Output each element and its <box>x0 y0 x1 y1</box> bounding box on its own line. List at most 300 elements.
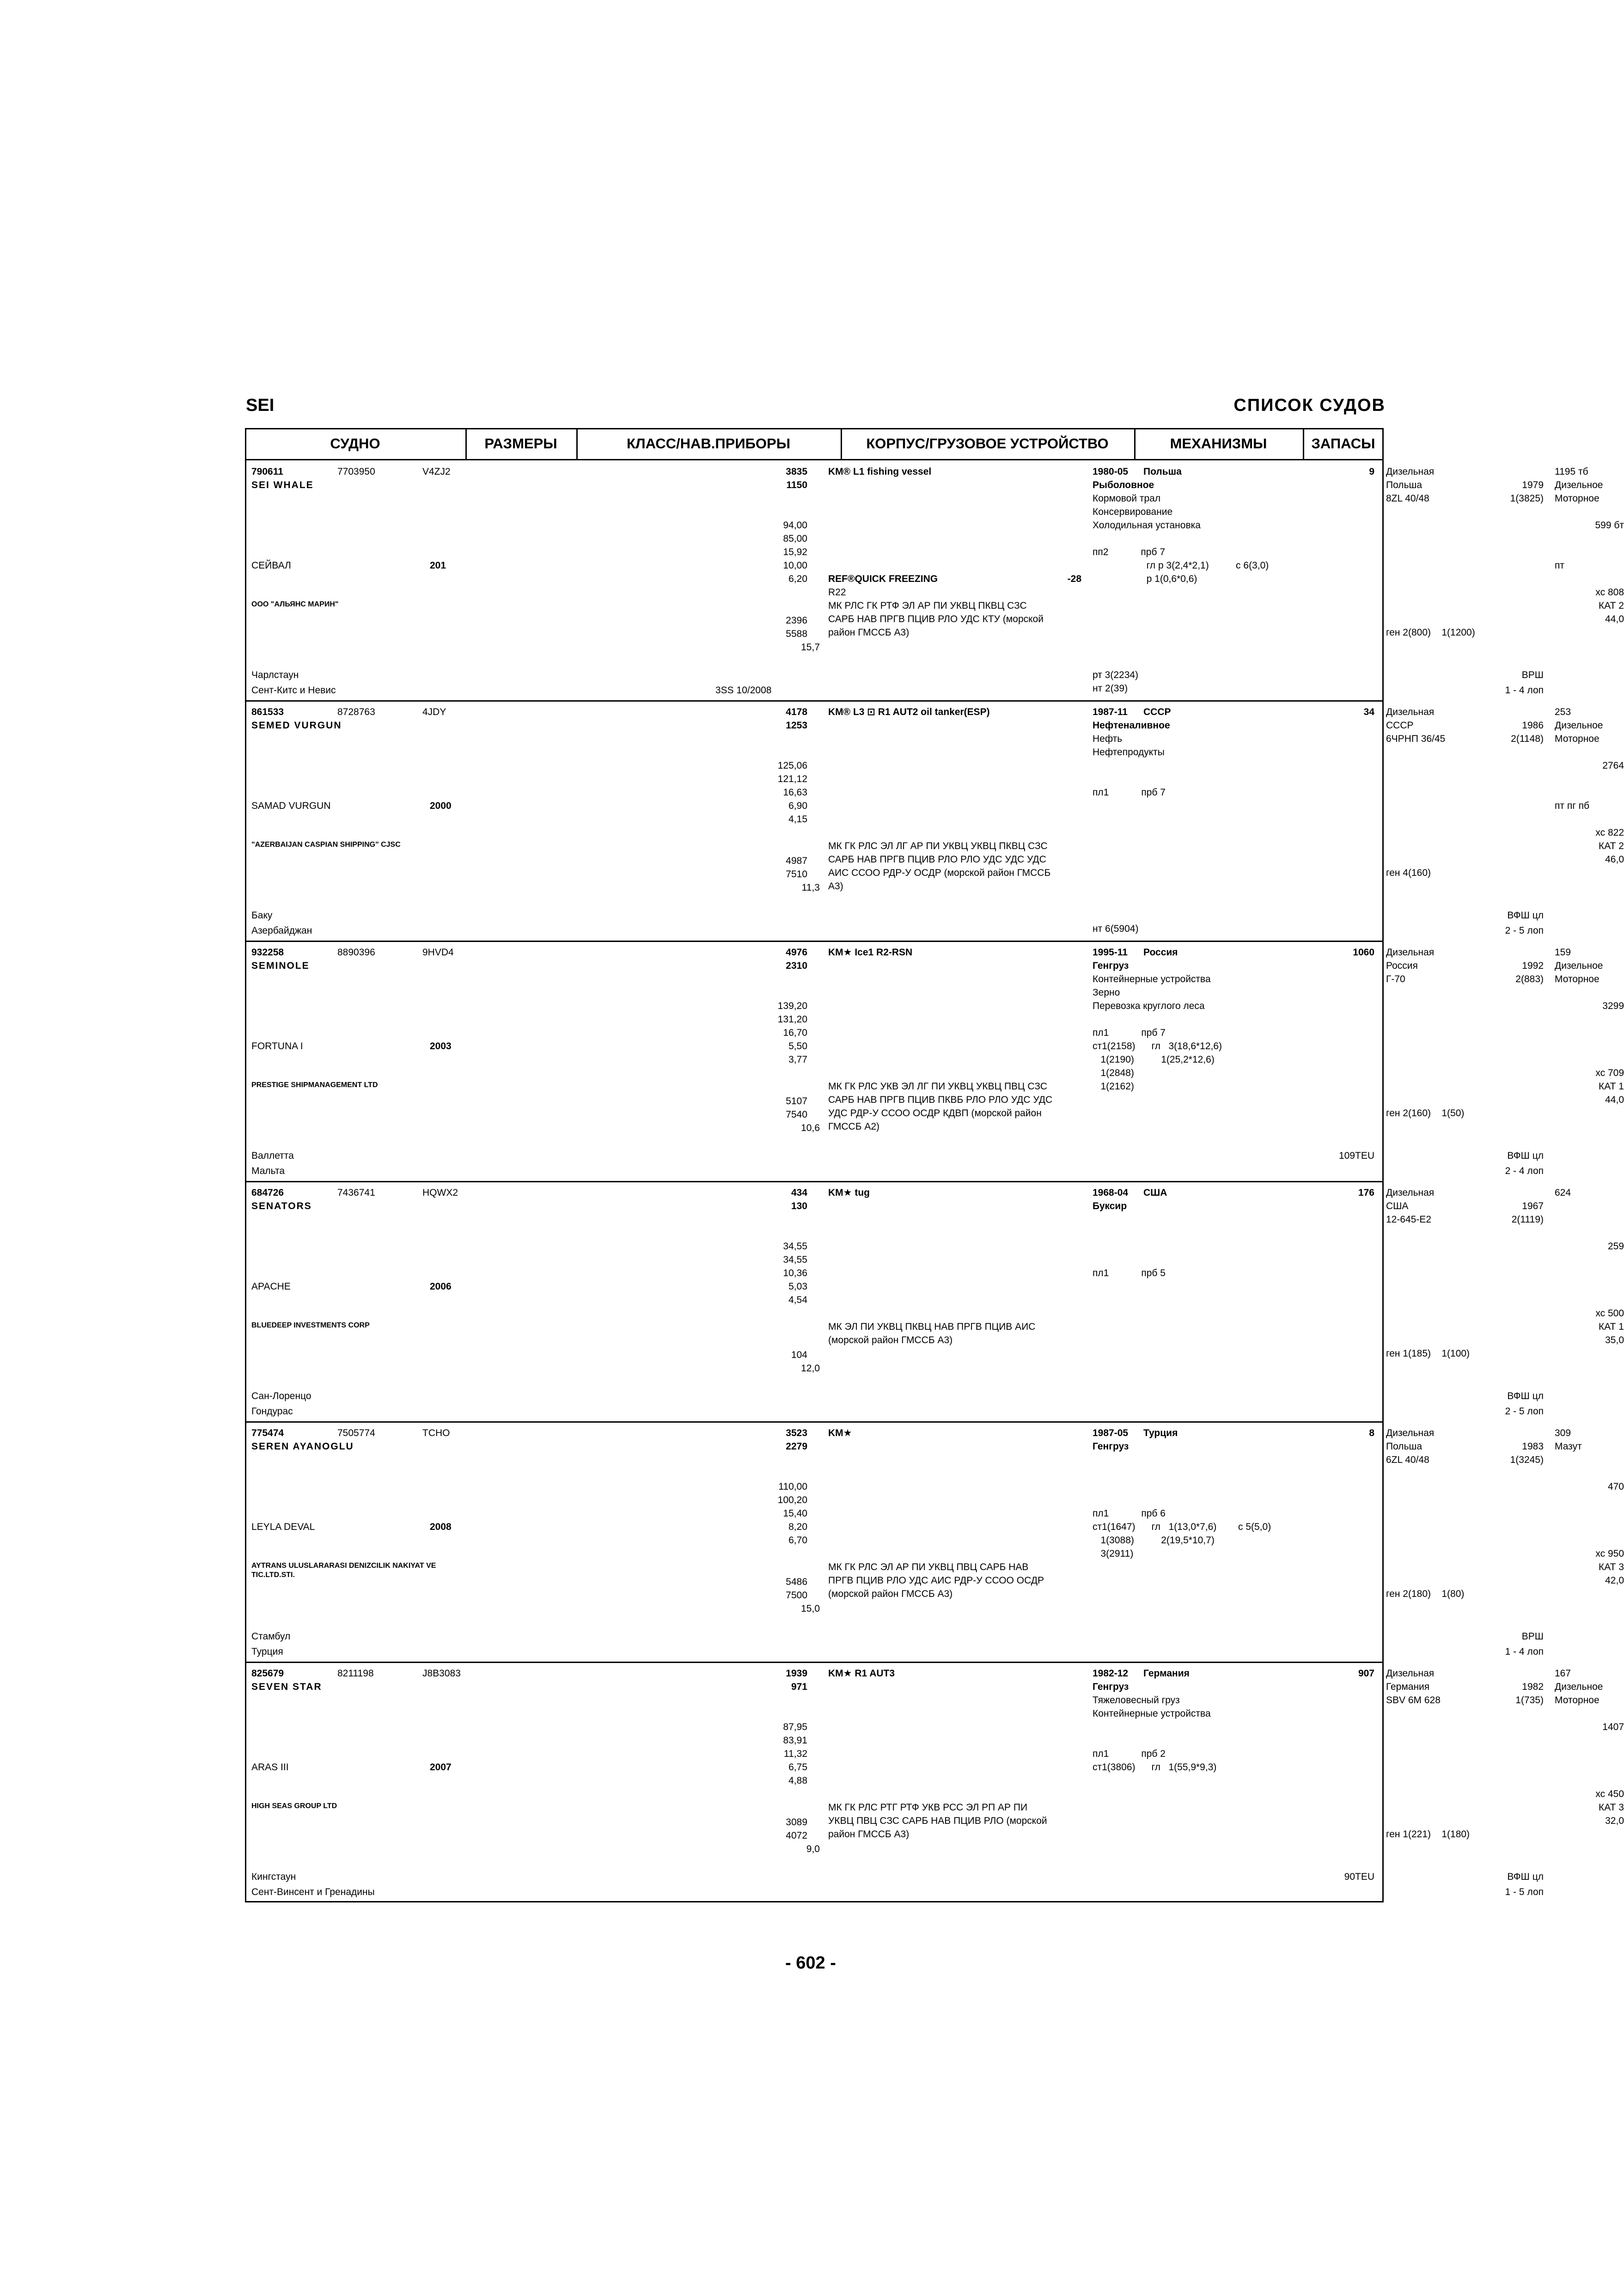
vessel-name: SEVEN STAR <box>251 1682 322 1692</box>
vessel-name: SENATORS <box>251 1201 312 1211</box>
text-line: 4,15 <box>788 814 807 825</box>
text-line: МК РЛС ГК РТФ ЭЛ АР ПИ УКВЦ ПКВЦ СЗС <box>828 600 1027 611</box>
stores-fuel <box>1555 465 1603 505</box>
text-line: 3,77 <box>788 1054 807 1065</box>
engine <box>1386 705 1445 746</box>
stores-other: пт пг пб <box>1555 801 1590 811</box>
flag: Мальта <box>251 1166 285 1176</box>
text-line: КАТ 3 <box>1599 1562 1624 1572</box>
gross-tonnage: 4976 <box>786 947 807 958</box>
engine <box>1386 946 1434 986</box>
text-line: Моторное <box>1555 974 1600 984</box>
propeller: ВРШ <box>1521 1631 1544 1642</box>
text-line: хс 822 <box>1595 827 1624 838</box>
vessel-name: SEI WHALE <box>251 480 314 490</box>
text-line: 8ZL 40/48 <box>1386 493 1429 504</box>
text-line: 104 <box>791 1350 807 1360</box>
engine-power: 1(3245) <box>1510 1455 1544 1465</box>
text-line: 87,95 <box>783 1722 807 1732</box>
col-head-machinery: МЕХАНИЗМЫ <box>1134 428 1303 460</box>
vessel-record <box>245 1663 1624 1903</box>
imo-number: 7505774 <box>337 1428 375 1438</box>
deadweight <box>710 614 807 641</box>
imo-number: 8211198 <box>337 1668 374 1679</box>
engine-year: 1986 <box>1522 720 1544 731</box>
text-line: 4,88 <box>788 1775 807 1786</box>
vessel-type: Генгруз <box>1093 960 1129 971</box>
text-line: хс 808 <box>1595 587 1624 598</box>
text-line: 7510 <box>786 869 807 880</box>
text-line: Нефтепродукты <box>1093 747 1165 758</box>
net-tonnage: 2279 <box>786 1441 807 1452</box>
text-line: 6ЧРНП 36/45 <box>1386 734 1446 744</box>
net-tonnage: 130 <box>791 1201 807 1211</box>
header-left: SEI <box>246 396 275 415</box>
text-line <box>1093 909 1138 922</box>
holds <box>1093 1747 1216 1774</box>
stores-water: 259 <box>1607 1241 1624 1252</box>
engine <box>1386 465 1434 505</box>
flag: Азербайджан <box>251 925 312 936</box>
stores-lifeboats <box>1555 826 1624 866</box>
engine-year: 1979 <box>1522 480 1544 490</box>
cargo-features <box>1093 972 1211 1013</box>
text-line: Нефть <box>1093 734 1123 744</box>
deadweight <box>710 1335 807 1362</box>
speed: 9,0 <box>806 1844 820 1854</box>
text-line: рт 3(2234) <box>1093 670 1139 680</box>
engine <box>1386 1186 1434 1226</box>
flag: Турция <box>251 1646 283 1657</box>
vessel-type: Нефтеналивное <box>1093 720 1170 731</box>
text-line: 121,12 <box>777 774 807 784</box>
build-country: Польша <box>1143 466 1182 477</box>
stores-water: 470 <box>1607 1481 1624 1492</box>
text-line: 7540 <box>786 1109 807 1120</box>
owner: HIGH SEAS GROUP LTD <box>251 1802 337 1810</box>
dimensions <box>710 999 807 1066</box>
text-line: 139,20 <box>777 1001 807 1011</box>
cargo-capacity <box>1093 668 1138 695</box>
speed: 11,3 <box>801 882 820 893</box>
vessel-record <box>245 1182 1624 1423</box>
text-line: УДС РДР-У ССОО ОСДР КДВП (морской район <box>828 1108 1042 1119</box>
text-line: 7500 <box>786 1590 807 1601</box>
text-line: 35,0 <box>1605 1335 1624 1345</box>
text-line: САРБ НАВ ПРГВ ПЦИВ РЛО РЛО УДС УДС УДС <box>828 854 1046 865</box>
text-line: 131,20 <box>777 1014 807 1025</box>
cargo-features <box>1093 732 1165 759</box>
class-extra: REF®QUICK FREEZING <box>828 574 938 584</box>
speed: 10,6 <box>801 1123 820 1133</box>
text-line: ГМССБ А2) <box>828 1121 880 1132</box>
text-line: Германия <box>1386 1682 1430 1692</box>
text-line: 6,70 <box>788 1535 807 1546</box>
text-line: Контейнерные устройства <box>1093 1708 1211 1719</box>
text-line: ст1(2158) гл 3(18,6*12,6) <box>1093 1041 1222 1052</box>
text-line: хс 450 <box>1595 1789 1624 1799</box>
text-line: 1(2848) <box>1093 1068 1134 1078</box>
crew-or-number: 34 <box>1363 707 1374 717</box>
propeller: ВФШ цл <box>1507 910 1544 921</box>
imo-number: 8890396 <box>337 947 375 958</box>
reg-number: 684726 <box>251 1187 284 1198</box>
col-divider <box>841 428 842 460</box>
stores-water: 3299 <box>1602 1001 1624 1011</box>
deadweight <box>710 1816 807 1842</box>
flag: Сент-Винсент и Гренадины <box>251 1887 375 1897</box>
dimensions <box>710 519 807 586</box>
built: 1995-11 <box>1093 947 1128 958</box>
text-line: 16,63 <box>783 787 807 798</box>
text-line: хс 500 <box>1595 1308 1624 1319</box>
text-line: Кормовой трал <box>1093 493 1161 504</box>
page-number: - 602 - <box>785 1953 836 1973</box>
owner: ООО "АЛЬЯНС МАРИН" <box>251 600 339 608</box>
engine-power: 2(883) <box>1515 974 1544 984</box>
text-line: МК ГК РЛС ЭЛ АР ПИ УКВЦ ПВЦ САРБ НАВ <box>828 1562 1029 1572</box>
former-name: FORTUNA I <box>251 1041 303 1052</box>
stores-lifeboats <box>1555 1547 1624 1587</box>
text-line <box>1555 1453 1582 1467</box>
owner: AYTRANS ULUSLARARASI DENIZCILIK NAKIYAT VE TIC.LTD.STI. <box>251 1562 436 1579</box>
vessel-type: Рыболовное <box>1093 480 1154 490</box>
engine <box>1386 1426 1434 1467</box>
text-line: 6,90 <box>788 801 807 811</box>
vessel-record <box>245 942 1624 1182</box>
port: Чарлстаун <box>251 670 299 680</box>
text-line: SBV 6M 628 <box>1386 1695 1441 1706</box>
call-sign: J8B3083 <box>422 1668 461 1679</box>
text-line: Тяжеловесный груз <box>1093 1695 1180 1706</box>
built: 1968-04 <box>1093 1187 1129 1198</box>
build-country: СССР <box>1143 707 1171 717</box>
reg-number: 861533 <box>251 707 284 717</box>
text-line: 3(2911) <box>1093 1548 1134 1559</box>
text-line: МК ГК РЛС УКВ ЭЛ ЛГ ПИ УКВЦ УКВЦ ПВЦ СЗС <box>828 1081 1047 1092</box>
former-year: 2003 <box>430 1041 452 1052</box>
stores-lifeboats <box>1555 586 1624 626</box>
gross-tonnage: 4178 <box>786 707 807 717</box>
engine <box>1386 1667 1441 1707</box>
text-line: Дизельная <box>1386 947 1435 958</box>
text-line: 44,0 <box>1605 1095 1624 1105</box>
gross-tonnage: 434 <box>791 1187 807 1198</box>
stores-fuel <box>1555 705 1603 746</box>
text-line: 94,00 <box>783 520 807 531</box>
text-line: 1(3088) 2(19,5*10,7) <box>1093 1535 1215 1546</box>
propeller-blades: 1 - 4 лоп <box>1505 685 1544 696</box>
text-line: Зерно <box>1093 987 1120 998</box>
text-line: ст1(3806) гл 1(55,9*9,3) <box>1093 1762 1217 1773</box>
text-line: 42,0 <box>1605 1575 1624 1586</box>
text-line: (морской район ГМССБ А3) <box>828 1589 953 1599</box>
former-name: APACHE <box>251 1281 291 1292</box>
nav-equipment <box>828 1320 1035 1347</box>
stores-fuel <box>1555 1186 1571 1226</box>
port: Баку <box>251 910 273 921</box>
flag: Сент-Китс и Невис <box>251 685 336 696</box>
reg-number: 775474 <box>251 1428 284 1438</box>
dimensions <box>710 1720 807 1787</box>
text-line: Моторное <box>1555 1695 1600 1706</box>
text-line: Моторное <box>1555 493 1600 504</box>
text-line: КАТ 3 <box>1599 1802 1624 1813</box>
vessel-record <box>245 702 1624 942</box>
former-name: СЕЙВАЛ <box>251 560 291 571</box>
text-line: США <box>1386 1201 1409 1211</box>
teu: 90TEU <box>1344 1871 1374 1882</box>
gross-tonnage: 3835 <box>786 466 807 477</box>
class-notation: KM★ Ice1 R2-RSN <box>828 947 913 958</box>
text-line: 32,0 <box>1605 1816 1624 1826</box>
text-line: 4072 <box>786 1830 807 1841</box>
text-line: район ГМССБ А3) <box>828 627 910 638</box>
text-line: 85,00 <box>783 533 807 544</box>
call-sign: TCHO <box>422 1428 450 1438</box>
vessel-type: Генгруз <box>1093 1682 1129 1692</box>
text-line: ст1(1647) гл 1(13,0*7,6) с 5(5,0) <box>1093 1522 1271 1532</box>
call-sign: V4ZJ2 <box>422 466 451 477</box>
text-line: 253 <box>1555 707 1571 717</box>
text-line: 6,75 <box>788 1762 807 1773</box>
crew-or-number: 176 <box>1358 1187 1374 1198</box>
text-line: Контейнерные устройства <box>1093 974 1211 984</box>
text-line: 34,55 <box>783 1254 807 1265</box>
crew-or-number: 1060 <box>1353 947 1374 958</box>
class-notation: KM® L1 fishing vessel <box>828 466 932 477</box>
col-head-dims: РАЗМЕРЫ <box>465 428 576 460</box>
text-line: АИС ССОО РДР-У ОСДР (морской район ГМССБ <box>828 868 1051 878</box>
col-divider <box>1134 428 1136 460</box>
speed: 15,0 <box>801 1603 820 1614</box>
call-sign: 4JDY <box>422 707 446 717</box>
dimensions <box>710 1240 807 1307</box>
text-line: Дизельное <box>1555 480 1603 490</box>
former-year: 2008 <box>430 1522 452 1532</box>
stores-water: 599 бт <box>1595 520 1624 531</box>
dimensions <box>710 1480 807 1547</box>
stores-water: 1407 <box>1602 1722 1624 1732</box>
generators: ген 1(185) 1(100) <box>1386 1348 1470 1359</box>
build-country: Германия <box>1143 1668 1190 1679</box>
engine-year: 1992 <box>1522 960 1544 971</box>
text-line: хс 950 <box>1595 1548 1624 1559</box>
text-line: 1195 тб <box>1555 466 1588 477</box>
build-country: США <box>1143 1187 1167 1198</box>
text-line: 34,55 <box>783 1241 807 1252</box>
engine-year: 1983 <box>1522 1441 1544 1452</box>
text-line: Дизельное <box>1555 1682 1603 1692</box>
header-right: СПИСОК СУДОВ <box>1233 396 1386 415</box>
reg-number: 825679 <box>251 1668 284 1679</box>
survey: 3SS 10/2008 <box>715 685 772 696</box>
vessel-name: SEREN AYANOGLU <box>251 1441 354 1452</box>
text-line: КАТ 2 <box>1599 600 1624 611</box>
net-tonnage: 1253 <box>786 720 807 731</box>
class-refrigerant: R22 <box>828 587 846 598</box>
text-line: Перевозка круглого леса <box>1093 1001 1205 1011</box>
text-line: 5107 <box>786 1096 807 1107</box>
text-line: 4987 <box>786 856 807 866</box>
port: Кингстаун <box>251 1871 296 1882</box>
text-line <box>1555 1213 1571 1226</box>
flag: Гондурас <box>251 1406 293 1417</box>
deadweight <box>710 854 807 881</box>
class-notation: KM★ tug <box>828 1187 870 1198</box>
call-sign: 9HVD4 <box>422 947 454 958</box>
vessel-record <box>245 461 1624 702</box>
net-tonnage: 971 <box>791 1682 807 1692</box>
text-line: КАТ 2 <box>1599 841 1624 851</box>
deadweight <box>710 1095 807 1121</box>
text-line: пл1 прб 7 <box>1093 1027 1166 1038</box>
text-line: 15,92 <box>783 547 807 557</box>
former-name: ARAS III <box>251 1762 289 1773</box>
holds <box>1093 786 1166 799</box>
text-line: Дизельная <box>1386 1428 1435 1438</box>
text-line: 5588 <box>786 629 807 639</box>
text-line: 5486 <box>786 1577 807 1587</box>
generators: ген 1(221) 1(180) <box>1386 1829 1470 1840</box>
text-line: 6ZL 40/48 <box>1386 1455 1429 1465</box>
text-line: пл1 прб 2 <box>1093 1749 1166 1759</box>
port: Сан-Лоренцо <box>251 1391 311 1401</box>
holds <box>1093 1266 1166 1280</box>
text-line: 125,06 <box>777 760 807 771</box>
text-line: УКВЦ ПВЦ СЗС САРБ НАВ ПЦИВ РЛО (морской <box>828 1816 1047 1826</box>
build-country: Турция <box>1143 1428 1178 1438</box>
text-line: Дизельная <box>1386 707 1435 717</box>
col-head-hull: КОРПУС/ГРУЗОВОЕ УСТРОЙСТВО <box>841 428 1134 460</box>
former-year: 201 <box>430 560 446 571</box>
cargo-features <box>1093 492 1201 532</box>
text-line: Россия <box>1386 960 1418 971</box>
text-line: нт 6(5904) <box>1093 923 1139 934</box>
text-line: САРБ НАВ ПРГВ ПЦИВ ПКВБ РЛО РЛО УДС УДС <box>828 1095 1053 1105</box>
text-line <box>1555 1199 1571 1213</box>
owner: "AZERBAIJAN CASPIAN SHIPPING" CJSC <box>251 841 401 849</box>
built: 1987-11 <box>1093 707 1128 717</box>
text-line: КАТ 1 <box>1599 1321 1624 1332</box>
text-line: МК ГК РЛС РТГ РТФ УКВ РСС ЭЛ РП АР ПИ <box>828 1802 1028 1813</box>
text-line: пл1 прб 7 <box>1093 787 1166 798</box>
owner: PRESTIGE SHIPMANAGEMENT LTD <box>251 1081 378 1089</box>
speed: 12,0 <box>801 1363 820 1374</box>
owner: BLUEDEEP INVESTMENTS CORP <box>251 1321 370 1329</box>
propeller-blades: 2 - 5 лоп <box>1505 925 1544 936</box>
text-line: 1(2162) <box>1093 1081 1134 1092</box>
text-line: Дизельная <box>1386 466 1435 477</box>
propeller: ВФШ цл <box>1507 1871 1544 1882</box>
nav-equipment <box>828 599 1044 639</box>
gross-tonnage: 1939 <box>786 1668 807 1679</box>
text-line: 12-645-E2 <box>1386 1214 1432 1225</box>
propeller: ВФШ цл <box>1507 1391 1544 1401</box>
stores-fuel <box>1555 1667 1603 1707</box>
text-line: Консервирование <box>1093 507 1173 517</box>
text-line: 83,91 <box>783 1735 807 1746</box>
former-year: 2006 <box>430 1281 452 1292</box>
col-divider <box>465 428 467 460</box>
text-line: САРБ НАВ ПРГВ ПЦИВ РЛО УДС КТУ (морской <box>828 614 1044 624</box>
text-line: Дизельное <box>1555 960 1603 971</box>
col-head-stores: ЗАПАСЫ <box>1303 428 1384 460</box>
stores-other: пт <box>1555 560 1564 571</box>
nav-equipment <box>828 1801 1047 1841</box>
text-line: 110,00 <box>778 1481 807 1492</box>
built: 1987-05 <box>1093 1428 1129 1438</box>
text-line: нт 2(39) <box>1093 683 1128 694</box>
vessel-name: SEMINOLE <box>251 960 310 971</box>
class-temp: -28 <box>1067 574 1081 584</box>
text-line: Холодильная установка <box>1093 520 1201 531</box>
engine-power: 1(735) <box>1515 1695 1544 1706</box>
gross-tonnage: 3523 <box>786 1428 807 1438</box>
stores-fuel <box>1555 1426 1582 1467</box>
generators: ген 2(160) 1(50) <box>1386 1108 1465 1119</box>
text-line: 167 <box>1555 1668 1571 1679</box>
reg-number: 932258 <box>251 947 284 958</box>
imo-number: 8728763 <box>337 707 375 717</box>
engine-year: 1967 <box>1522 1201 1544 1211</box>
text-line: Дизельная <box>1386 1668 1435 1679</box>
stores-lifeboats <box>1555 1307 1624 1347</box>
engine-power: 2(1119) <box>1511 1214 1544 1225</box>
teu: 109TEU <box>1338 1150 1374 1161</box>
text-line: 10,00 <box>783 560 807 571</box>
stores-fuel <box>1555 946 1603 986</box>
crew-or-number: 9 <box>1369 466 1374 477</box>
nav-equipment <box>828 1560 1044 1601</box>
text-line: 44,0 <box>1605 614 1624 624</box>
text-line: 3089 <box>786 1817 807 1828</box>
former-year: 2000 <box>430 801 452 811</box>
text-line: 11,32 <box>784 1749 807 1759</box>
col-head-vessel: СУДНО <box>245 428 465 460</box>
vessel-record <box>245 1423 1624 1663</box>
text-line: пп2 прб 7 <box>1093 547 1166 557</box>
engine-year: 1982 <box>1522 1682 1544 1692</box>
cargo-capacity <box>1093 909 1138 936</box>
propeller-blades: 2 - 4 лоп <box>1505 1166 1544 1176</box>
holds <box>1093 545 1269 586</box>
text-line: МК ГК РЛС ЭЛ ЛГ АР ПИ УКВЦ УКВЦ ПКВЦ СЗС <box>828 841 1048 851</box>
text-line: (морской район ГМССБ А3) <box>828 1335 953 1345</box>
text-line: 10,36 <box>783 1268 807 1278</box>
text-line: пл1 прб 5 <box>1093 1268 1166 1278</box>
propeller-blades: 1 - 5 лоп <box>1505 1887 1544 1897</box>
text-line: Дизельная <box>1386 1187 1435 1198</box>
generators: ген 4(160) <box>1386 868 1431 878</box>
vessel-type: Буксир <box>1093 1201 1127 1211</box>
former-name: LEYLA DEVAL <box>251 1522 315 1532</box>
class-notation: KM★ <box>828 1428 852 1438</box>
text-line: 624 <box>1555 1187 1571 1198</box>
text-line: 1(2190) 1(25,2*12,6) <box>1093 1054 1215 1065</box>
text-line: 309 <box>1555 1428 1571 1438</box>
text-line: Польша <box>1386 480 1423 490</box>
text-line: район ГМССБ А3) <box>828 1829 910 1840</box>
dimensions <box>710 759 807 826</box>
stores-water: 2764 <box>1602 760 1624 771</box>
text-line: пл1 прб 6 <box>1093 1508 1166 1519</box>
text-line: КАТ 1 <box>1599 1081 1624 1092</box>
text-line: Дизельное <box>1555 720 1603 731</box>
net-tonnage: 2310 <box>786 960 807 971</box>
stores-lifeboats <box>1555 1787 1624 1828</box>
stores-lifeboats <box>1555 1066 1624 1107</box>
